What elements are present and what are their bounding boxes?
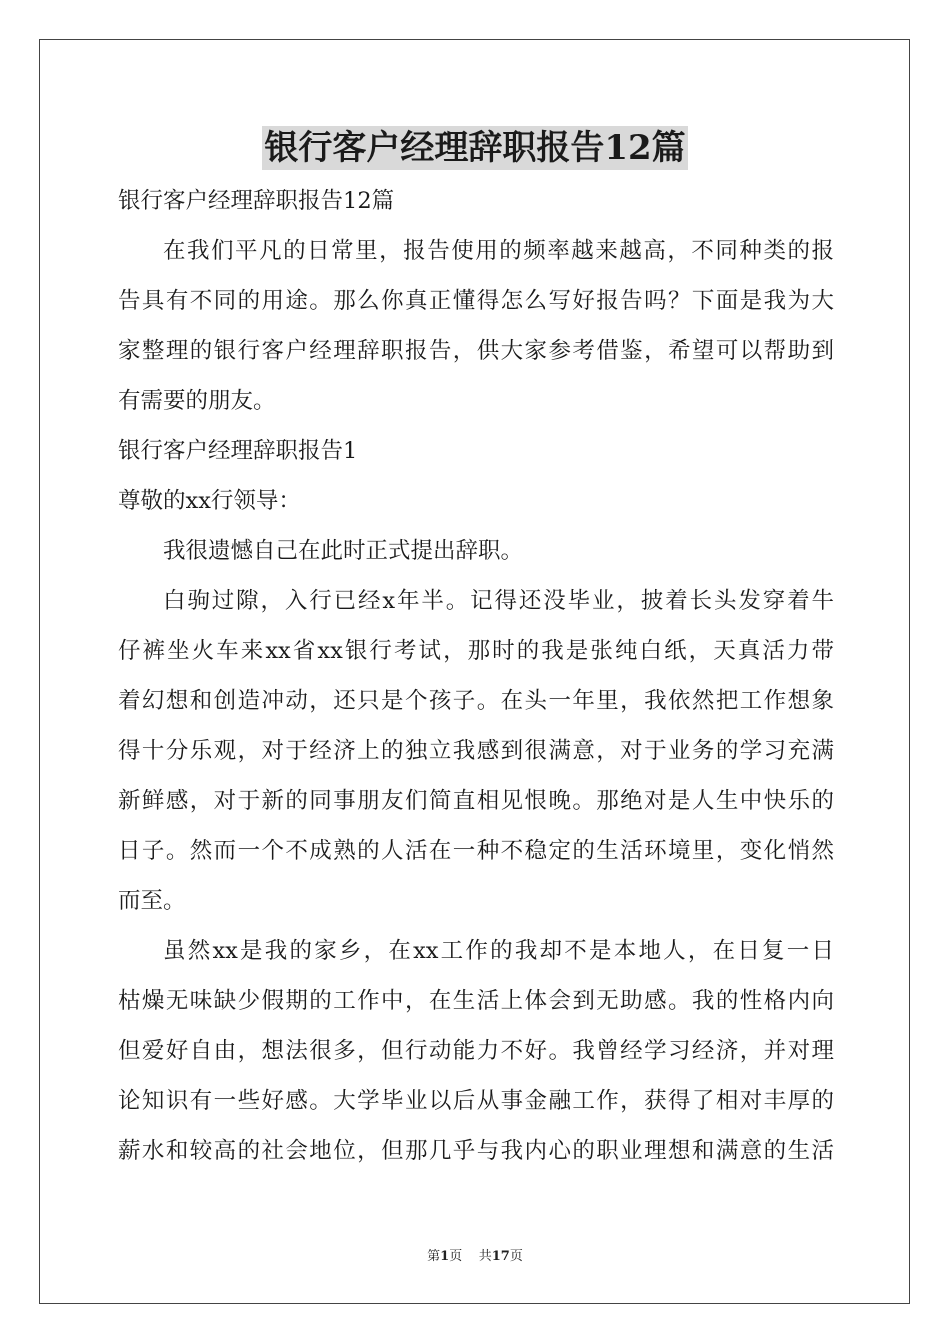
document-title: 银行客户经理辞职报告12篇	[264, 128, 686, 168]
text-line: 得十分乐观，对于经济上的独立我感到很满意，对于业务的学习充满	[118, 738, 834, 764]
text-line: 尊敬的xx行领导：	[118, 488, 301, 514]
text-line: 在我们平凡的日常里，报告使用的频率越来越高，不同种类的报	[163, 238, 834, 264]
footer-total-prefix: 共	[478, 1249, 492, 1264]
text-line: 虽然xx是我的家乡，在xx工作的我却不是本地人，在日复一日	[163, 938, 834, 964]
footer-total-pages: 17	[491, 1249, 510, 1264]
document-body	[118, 176, 834, 1176]
text-line: 仔裤坐火车来xx省xx银行考试，那时的我是张纯白纸，天真活力带	[118, 638, 834, 664]
title-wrap	[0, 126, 950, 170]
text-line: 但爱好自由，想法很多，但行动能力不好。我曾经学习经济，并对理	[118, 1038, 834, 1064]
text-line: 薪水和较高的社会地位，但那几乎与我内心的职业理想和满意的生活	[118, 1138, 834, 1164]
text-line: 银行客户经理辞职报告12篇	[118, 188, 395, 214]
text-line: 银行客户经理辞职报告1	[118, 438, 358, 464]
text-line: 新鲜感，对于新的同事朋友们简直相见恨晚。那绝对是人生中快乐的	[118, 788, 834, 814]
page-footer	[0, 1245, 950, 1264]
text-line: 有需要的朋友。	[118, 388, 276, 414]
text-line: 告具有不同的用途。那么你真正懂得怎么写好报告吗？下面是我为大	[118, 288, 834, 314]
text-line: 白驹过隙，入行已经x年半。记得还没毕业，披着长头发穿着牛	[163, 588, 834, 614]
text-line: 家整理的银行客户经理辞职报告，供大家参考借鉴，希望可以帮助到	[118, 338, 834, 364]
text-line: 我很遗憾自己在此时正式提出辞职。	[163, 538, 524, 564]
footer-page-prefix: 第	[427, 1249, 441, 1264]
text-line: 论知识有一些好感。大学毕业以后从事金融工作，获得了相对丰厚的	[118, 1088, 834, 1114]
text-line: 而至。	[118, 888, 186, 914]
footer-total-suffix: 页	[509, 1249, 523, 1264]
footer-page-number: 1	[440, 1249, 450, 1264]
text-line: 日子。然而一个不成熟的人活在一种不稳定的生活环境里，变化悄然	[118, 838, 834, 864]
text-line: 着幻想和创造冲动，还只是个孩子。在头一年里，我依然把工作想象	[118, 688, 834, 714]
footer-page-suffix: 页	[449, 1249, 463, 1264]
text-line: 枯燥无味缺少假期的工作中，在生活上体会到无助感。我的性格内向	[118, 988, 834, 1014]
